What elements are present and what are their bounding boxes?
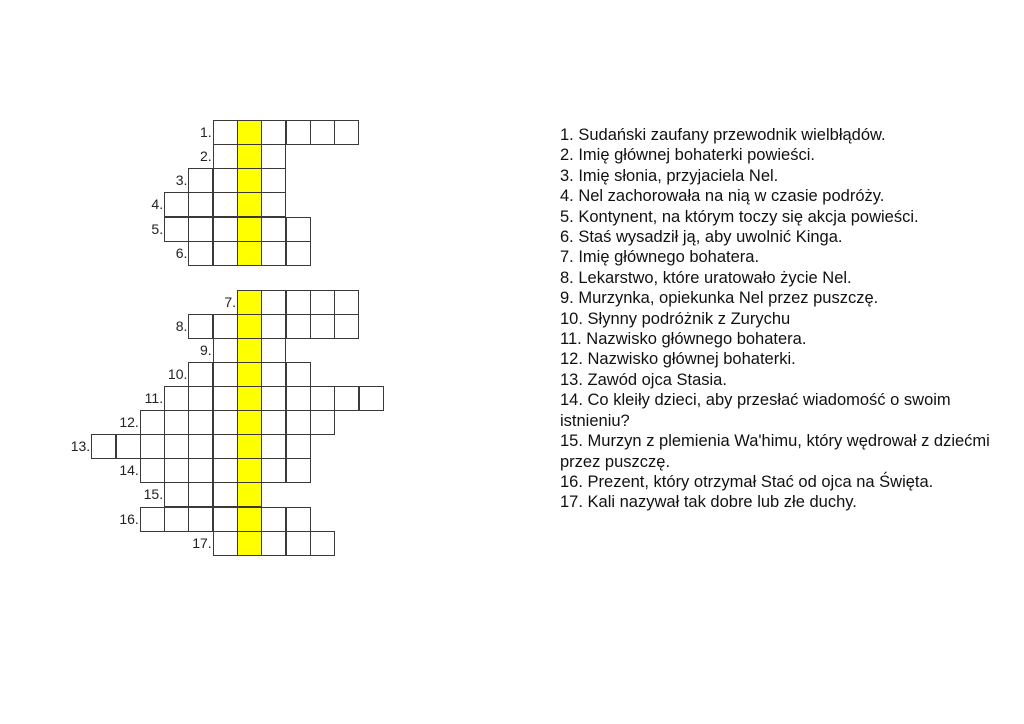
crossword-cell[interactable] — [261, 168, 286, 193]
crossword-cell[interactable] — [164, 482, 189, 507]
keyword-cell[interactable] — [237, 507, 262, 532]
keyword-cell[interactable] — [237, 386, 262, 411]
crossword-cell[interactable] — [164, 217, 189, 242]
clue-4: 4. Nel zachorowała na nią w czasie podróży. — [560, 187, 885, 206]
crossword-cell[interactable] — [286, 120, 311, 145]
crossword-cell[interactable] — [188, 217, 213, 242]
crossword-cell[interactable] — [261, 144, 286, 169]
clue-2: 2. Imię głównej bohaterki powieści. — [560, 146, 815, 165]
crossword-cell[interactable] — [213, 120, 238, 145]
crossword-cell[interactable] — [164, 458, 189, 483]
keyword-cell[interactable] — [237, 192, 262, 217]
crossword-cell[interactable] — [188, 434, 213, 459]
crossword-cell[interactable] — [164, 507, 189, 532]
keyword-cell[interactable] — [237, 362, 262, 387]
crossword-cell[interactable] — [213, 217, 238, 242]
keyword-cell[interactable] — [237, 120, 262, 145]
keyword-cell[interactable] — [237, 482, 262, 507]
crossword-cell[interactable] — [261, 217, 286, 242]
crossword-cell[interactable] — [310, 531, 335, 556]
crossword-cell[interactable] — [261, 362, 286, 387]
crossword-cell[interactable] — [310, 314, 335, 339]
crossword-cell[interactable] — [188, 192, 213, 217]
clue-6: 6. Staś wysadził ją, aby uwolnić Kinga. — [560, 228, 843, 247]
clue-10: 10. Słynny podróżnik z Zurychu — [560, 309, 791, 328]
crossword-cell[interactable] — [140, 410, 165, 435]
crossword-cell[interactable] — [188, 362, 213, 387]
crossword-cell[interactable] — [334, 120, 359, 145]
crossword-cell[interactable] — [286, 241, 311, 266]
crossword-cell[interactable] — [310, 120, 335, 145]
crossword-cell[interactable] — [261, 410, 286, 435]
crossword-cell[interactable] — [140, 434, 165, 459]
crossword-cell[interactable] — [164, 192, 189, 217]
crossword-cell[interactable] — [188, 386, 213, 411]
crossword-cell[interactable] — [213, 362, 238, 387]
row-number-9: 9. — [200, 342, 212, 358]
crossword-cell[interactable] — [261, 314, 286, 339]
crossword-cell[interactable] — [188, 168, 213, 193]
crossword-cell[interactable] — [261, 458, 286, 483]
crossword-cell[interactable] — [261, 290, 286, 315]
keyword-cell[interactable] — [237, 314, 262, 339]
crossword-cell[interactable] — [213, 192, 238, 217]
crossword-cell[interactable] — [213, 410, 238, 435]
clue-13: 13. Zawód ojca Stasia. — [560, 370, 727, 389]
row-number-12: 12. — [119, 414, 139, 430]
crossword-cell[interactable] — [213, 507, 238, 532]
row-number-13: 13. — [70, 438, 91, 454]
crossword-cell[interactable] — [261, 386, 286, 411]
crossword-cell[interactable] — [334, 290, 359, 315]
row-number-10: 10. — [167, 366, 188, 382]
crossword-cell[interactable] — [91, 434, 116, 459]
clue-8: 8. Lekarstwo, które uratowało życie Nel. — [560, 268, 852, 287]
clue-9: 9. Murzynka, opiekunka Nel przez puszczę. — [560, 289, 879, 308]
crossword-cell[interactable] — [286, 434, 311, 459]
keyword-cell[interactable] — [237, 531, 262, 556]
clue-3: 3. Imię słonia, przyjaciela Nel. — [560, 166, 779, 185]
crossword-cell[interactable] — [261, 120, 286, 145]
crossword-cell[interactable] — [310, 410, 335, 435]
crossword-cell[interactable] — [213, 314, 238, 339]
crossword-cell[interactable] — [188, 241, 213, 266]
crossword-cell[interactable] — [286, 290, 311, 315]
clue-list — [560, 125, 1000, 513]
crossword-cell[interactable] — [188, 410, 213, 435]
row-number-17: 17. — [192, 535, 212, 551]
crossword-cell[interactable] — [213, 338, 238, 363]
keyword-cell[interactable] — [237, 241, 262, 266]
row-number-5: 5. — [151, 221, 164, 237]
crossword-cell[interactable] — [213, 458, 238, 483]
crossword-cell[interactable] — [213, 531, 238, 556]
crossword-cell[interactable] — [261, 531, 286, 556]
crossword-cell[interactable] — [286, 386, 311, 411]
clue-17: 17. Kali nazywał tak dobre lub złe duchy. — [560, 493, 857, 512]
crossword-cell[interactable] — [213, 144, 238, 169]
row-number-7: 7. — [224, 294, 236, 310]
row-number-15: 15. — [143, 486, 164, 502]
crossword-cell[interactable] — [310, 290, 335, 315]
clue-11: 11. Nazwisko głównego bohatera. — [560, 330, 807, 349]
crossword-cell[interactable] — [188, 507, 213, 532]
crossword-cell[interactable] — [310, 386, 335, 411]
clue-7: 7. Imię głównego bohatera. — [560, 248, 760, 267]
row-number-8: 8. — [175, 318, 188, 334]
crossword-cell[interactable] — [140, 458, 165, 483]
keyword-cell[interactable] — [237, 168, 262, 193]
clue-14: 14. Co kleiły dzieci, aby przesłać wiadomość o swoim istnieniu? — [560, 391, 951, 430]
crossword-cell[interactable] — [261, 507, 286, 532]
crossword-cell[interactable] — [261, 338, 286, 363]
crossword-cell[interactable] — [334, 386, 359, 411]
crossword-cell[interactable] — [286, 217, 311, 242]
crossword-cell[interactable] — [188, 482, 213, 507]
crossword-cell[interactable] — [261, 192, 286, 217]
crossword-cell[interactable] — [164, 410, 189, 435]
clue-15: 15. Murzyn z plemienia Wa'himu, który wędrował z dziećmi przez puszczę. — [560, 432, 990, 471]
keyword-cell[interactable] — [237, 217, 262, 242]
crossword-cell[interactable] — [286, 314, 311, 339]
crossword-cell[interactable] — [213, 434, 238, 459]
crossword-cell[interactable] — [164, 434, 189, 459]
keyword-cell[interactable] — [237, 458, 262, 483]
crossword-cell[interactable] — [140, 507, 165, 532]
clue-16: 16. Prezent, który otrzymał Stać od ojca na Święta. — [560, 472, 934, 491]
crossword-cell[interactable] — [188, 458, 213, 483]
crossword-cell[interactable] — [188, 314, 213, 339]
crossword-cell[interactable] — [164, 386, 189, 411]
crossword-cell[interactable] — [286, 362, 311, 387]
crossword-cell[interactable] — [261, 241, 286, 266]
crossword-cell[interactable] — [286, 458, 311, 483]
crossword-cell[interactable] — [261, 434, 286, 459]
crossword-cell[interactable] — [213, 168, 238, 193]
keyword-cell[interactable] — [237, 144, 262, 169]
row-number-3: 3. — [175, 172, 188, 188]
keyword-cell[interactable] — [237, 434, 262, 459]
crossword-cell[interactable] — [213, 241, 238, 266]
clue-1: 1. Sudański zaufany przewodnik wielbłądów. — [560, 126, 886, 144]
clue-12: 12. Nazwisko głównej bohaterki. — [560, 350, 796, 369]
crossword-cell[interactable] — [334, 314, 359, 339]
row-number-16: 16. — [119, 511, 139, 527]
row-number-14: 14. — [119, 462, 139, 478]
row-number-6: 6. — [175, 245, 188, 261]
row-number-2: 2. — [200, 148, 212, 164]
crossword-cell[interactable] — [213, 482, 238, 507]
crossword-cell[interactable] — [286, 507, 311, 532]
crossword-cell[interactable] — [213, 386, 238, 411]
keyword-cell[interactable] — [237, 290, 262, 315]
keyword-cell[interactable] — [237, 338, 262, 363]
crossword-cell[interactable] — [286, 531, 311, 556]
crossword-cell[interactable] — [286, 410, 311, 435]
row-number-11: 11. — [144, 390, 164, 406]
crossword-cell[interactable] — [359, 386, 384, 411]
keyword-cell[interactable] — [237, 410, 262, 435]
row-number-4: 4. — [151, 196, 164, 212]
clue-5: 5. Kontynent, na którym toczy się akcja powieści. — [560, 207, 919, 226]
crossword-cell[interactable] — [116, 434, 141, 459]
row-number-1: 1. — [200, 124, 212, 140]
